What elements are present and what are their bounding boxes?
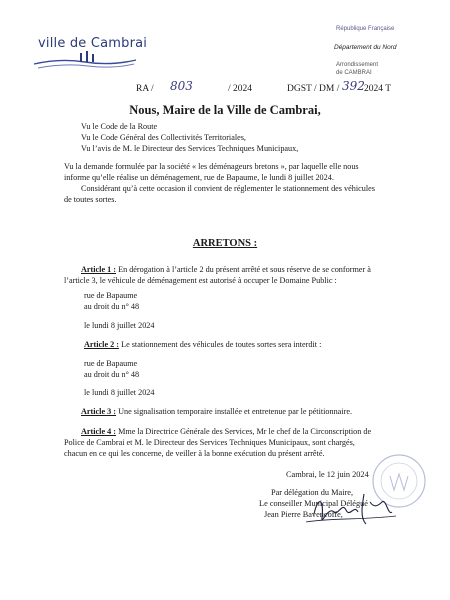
demande-line: Vu la demande formulée par la société « les déménageurs bretons », par laquelle elle nous bbox=[64, 162, 359, 171]
republique-label: République Française bbox=[336, 26, 395, 32]
article-1-line-2: l’article 3, le véhicule de déménagement est autorisé à occuper le Domaine Public : bbox=[64, 276, 337, 285]
article-2-date: le lundi 8 juillet 2024 bbox=[84, 388, 155, 397]
article-1-label: Article 1 : bbox=[81, 265, 117, 274]
article-2-label: Article 2 : bbox=[84, 340, 120, 349]
article-3-text: Une signalisation temporaire installée et entretenue par le pétitionnaire. bbox=[116, 407, 352, 416]
article-1-place-2: au droit du n° 48 bbox=[84, 302, 140, 311]
delegation-line: Par délégation du Maire, bbox=[271, 488, 354, 497]
article-4-line-2: Police de Cambrai et M. le Directeur des Services Techniques Municipaux, sont chargés, bbox=[64, 438, 355, 447]
vu-line: Vu l’avis de M. le Directeur des Services Techniques Municipaux, bbox=[81, 144, 299, 153]
place-date: Cambrai, le 12 juin 2024 bbox=[286, 470, 369, 479]
city-logo-icon bbox=[30, 50, 140, 72]
dgst-number-handwritten: 392 bbox=[342, 79, 365, 93]
considerant-line: de toutes sortes. bbox=[64, 195, 117, 204]
article-1-line-1 bbox=[81, 265, 371, 276]
ra-number-handwritten: 803 bbox=[170, 79, 193, 93]
article-4-line-1 bbox=[81, 427, 371, 438]
vu-line: Vu le Code Général des Collectivités Territoriales, bbox=[81, 133, 246, 142]
document-title: Nous, Maire de la Ville de Cambrai, bbox=[129, 103, 321, 117]
dgst-prefix: DGST / DM / bbox=[287, 84, 340, 94]
dgst-suffix: 2024 T bbox=[364, 84, 392, 94]
article-1-text: En dérogation à l’article 2 du présent arrêté et sous réserve de se conformer à bbox=[116, 265, 371, 274]
article-4-line-3: chacun en ce qui les concerne, de veiller à la bonne exécution du présent arrêté. bbox=[64, 449, 325, 458]
article-2-place-2: au droit du n° 48 bbox=[84, 370, 140, 379]
ra-year: / 2024 bbox=[228, 84, 253, 94]
departement-label: Département du Nord bbox=[334, 44, 397, 51]
article-1-place-1: rue de Bapaume bbox=[84, 291, 138, 300]
article-3-line bbox=[81, 407, 352, 418]
article-1-date: le lundi 8 juillet 2024 bbox=[84, 321, 155, 330]
arretons-heading: ARRETONS : bbox=[192, 238, 258, 249]
arrondissement-label-2: de CAMBRAI bbox=[336, 70, 372, 76]
handwritten-signature-icon bbox=[300, 488, 410, 532]
city-logo-text: ville de Cambrai bbox=[38, 36, 148, 51]
signatory-name: Jean Pierre Bavencoffe, bbox=[264, 510, 343, 519]
article-2-text: Le stationnement des véhicules de toutes sortes sera interdit : bbox=[119, 340, 322, 349]
article-3-label: Article 3 : bbox=[81, 407, 117, 416]
article-4-text: Mme la Directrice Générale des Services, Mr le chef de la Circonscription de bbox=[116, 427, 372, 436]
article-4-label: Article 4 : bbox=[81, 427, 117, 436]
signatory-role: Le conseiller Municipal Délégué bbox=[259, 499, 368, 508]
demande-line: informe qu’elle réalise un déménagement, rue de Bapaume, le lundi 8 juillet 2024. bbox=[64, 173, 334, 182]
vu-line: Vu le Code de la Route bbox=[81, 122, 158, 131]
considerant-line: Considérant qu’à cette occasion il convient de réglementer le stationnement des véhicules bbox=[81, 184, 375, 193]
ra-prefix: RA / bbox=[136, 84, 154, 94]
article-2-line bbox=[84, 340, 321, 351]
article-2-place-1: rue de Bapaume bbox=[84, 359, 138, 368]
arrondissement-label: Arrondissement bbox=[336, 62, 379, 68]
